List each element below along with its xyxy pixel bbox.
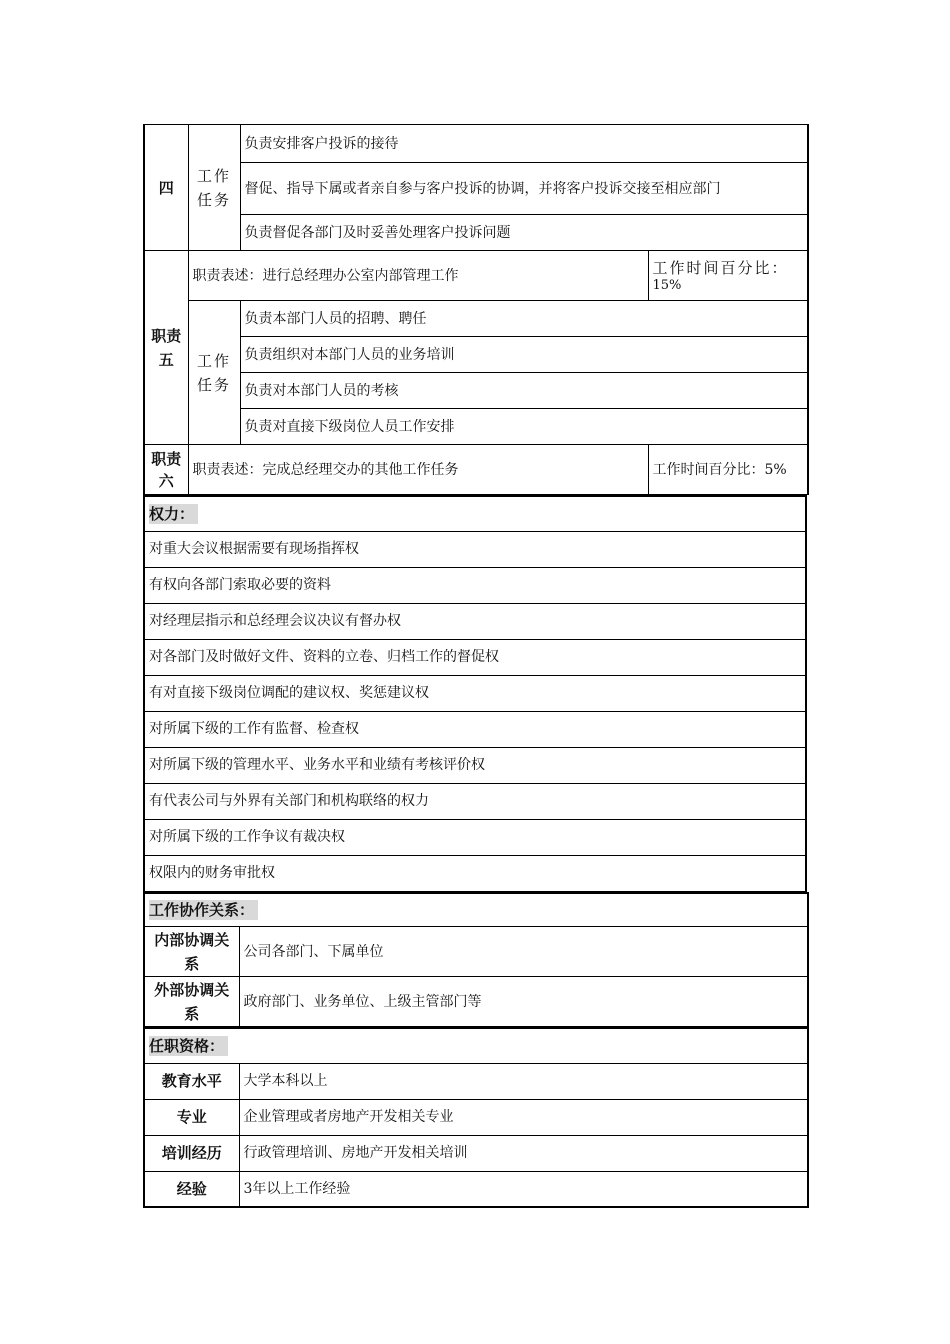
external-relations-value: 政府部门、业务单位、上级主管部门等 bbox=[239, 977, 808, 1027]
authority-item-9: 对所属下级的工作争议有裁决权 bbox=[144, 819, 806, 855]
internal-relations-label: 内部协调关系 bbox=[144, 927, 239, 977]
authority-item-1: 对重大会议根据需要有现场指挥权 bbox=[144, 531, 806, 567]
duty4-task-1: 负责安排客户投诉的接待 bbox=[240, 125, 808, 163]
experience-label: 经验 bbox=[144, 1171, 239, 1207]
experience-value: 3年以上工作经验 bbox=[239, 1171, 808, 1207]
duties-table bbox=[143, 124, 809, 495]
duty5-number: 职责五 bbox=[144, 251, 188, 445]
authority-item-6: 对所属下级的工作有监督、检查权 bbox=[144, 711, 806, 747]
duty6-time: 工作时间百分比：5% bbox=[648, 445, 808, 495]
duty6-statement: 职责表述：完成总经理交办的其他工作任务 bbox=[188, 445, 648, 495]
duty5-statement: 职责表述：进行总经理办公室内部管理工作 bbox=[188, 251, 648, 301]
duty6-number: 职责六 bbox=[144, 445, 188, 495]
major-label: 专业 bbox=[144, 1099, 239, 1135]
duty5-task-3: 负责对本部门人员的考核 bbox=[240, 373, 808, 409]
duty4-task-3: 负责督促各部门及时妥善处理客户投诉问题 bbox=[240, 215, 808, 251]
authority-item-4: 对各部门及时做好文件、资料的立卷、归档工作的督促权 bbox=[144, 639, 806, 675]
duty4-task-2: 督促、指导下属或者亲自参与客户投诉的协调，并将客户投诉交接至相应部门 bbox=[240, 163, 808, 215]
authority-item-3: 对经理层指示和总经理会议决议有督办权 bbox=[144, 603, 806, 639]
duty4-number: 四 bbox=[144, 125, 188, 251]
duty5-task-2: 负责组织对本部门人员的业务培训 bbox=[240, 337, 808, 373]
qualification-title bbox=[144, 1028, 808, 1063]
education-value: 大学本科以上 bbox=[239, 1063, 808, 1099]
authority-title bbox=[144, 496, 806, 531]
authority-item-7: 对所属下级的管理水平、业务水平和业绩有考核评价权 bbox=[144, 747, 806, 783]
job-description-sheet bbox=[143, 124, 807, 1208]
relations-title bbox=[144, 893, 808, 927]
authority-item-2: 有权向各部门索取必要的资料 bbox=[144, 567, 806, 603]
duty5-time-label: 工作时间百分比： bbox=[652, 258, 789, 277]
duty5-time-cell bbox=[648, 251, 808, 301]
duty5-task-label: 工作任务 bbox=[188, 301, 240, 445]
authority-item-10: 权限内的财务审批权 bbox=[144, 855, 806, 891]
duty5-task-4: 负责对直接下级岗位人员工作安排 bbox=[240, 409, 808, 445]
duty5-task-1: 负责本部门人员的招聘、聘任 bbox=[240, 301, 808, 337]
external-relations-label: 外部协调关系 bbox=[144, 977, 239, 1027]
duty4-task-label: 工作任务 bbox=[188, 125, 240, 251]
qualification-title-text: 任职资格： bbox=[149, 1036, 228, 1056]
training-value: 行政管理培训、房地产开发相关培训 bbox=[239, 1135, 808, 1171]
authority-item-5: 有对直接下级岗位调配的建议权、奖惩建议权 bbox=[144, 675, 806, 711]
authority-table bbox=[143, 495, 807, 892]
internal-relations-value: 公司各部门、下属单位 bbox=[239, 927, 808, 977]
qualification-table bbox=[143, 1027, 809, 1208]
relations-title-text: 工作协作关系： bbox=[149, 900, 258, 920]
authority-title-text: 权力： bbox=[149, 504, 198, 524]
education-label: 教育水平 bbox=[144, 1063, 239, 1099]
authority-item-8: 有代表公司与外界有关部门和机构联络的权力 bbox=[144, 783, 806, 819]
major-value: 企业管理或者房地产开发相关专业 bbox=[239, 1099, 808, 1135]
duty5-time-value: 15% bbox=[652, 277, 682, 293]
relations-table bbox=[143, 892, 809, 1028]
training-label: 培训经历 bbox=[144, 1135, 239, 1171]
